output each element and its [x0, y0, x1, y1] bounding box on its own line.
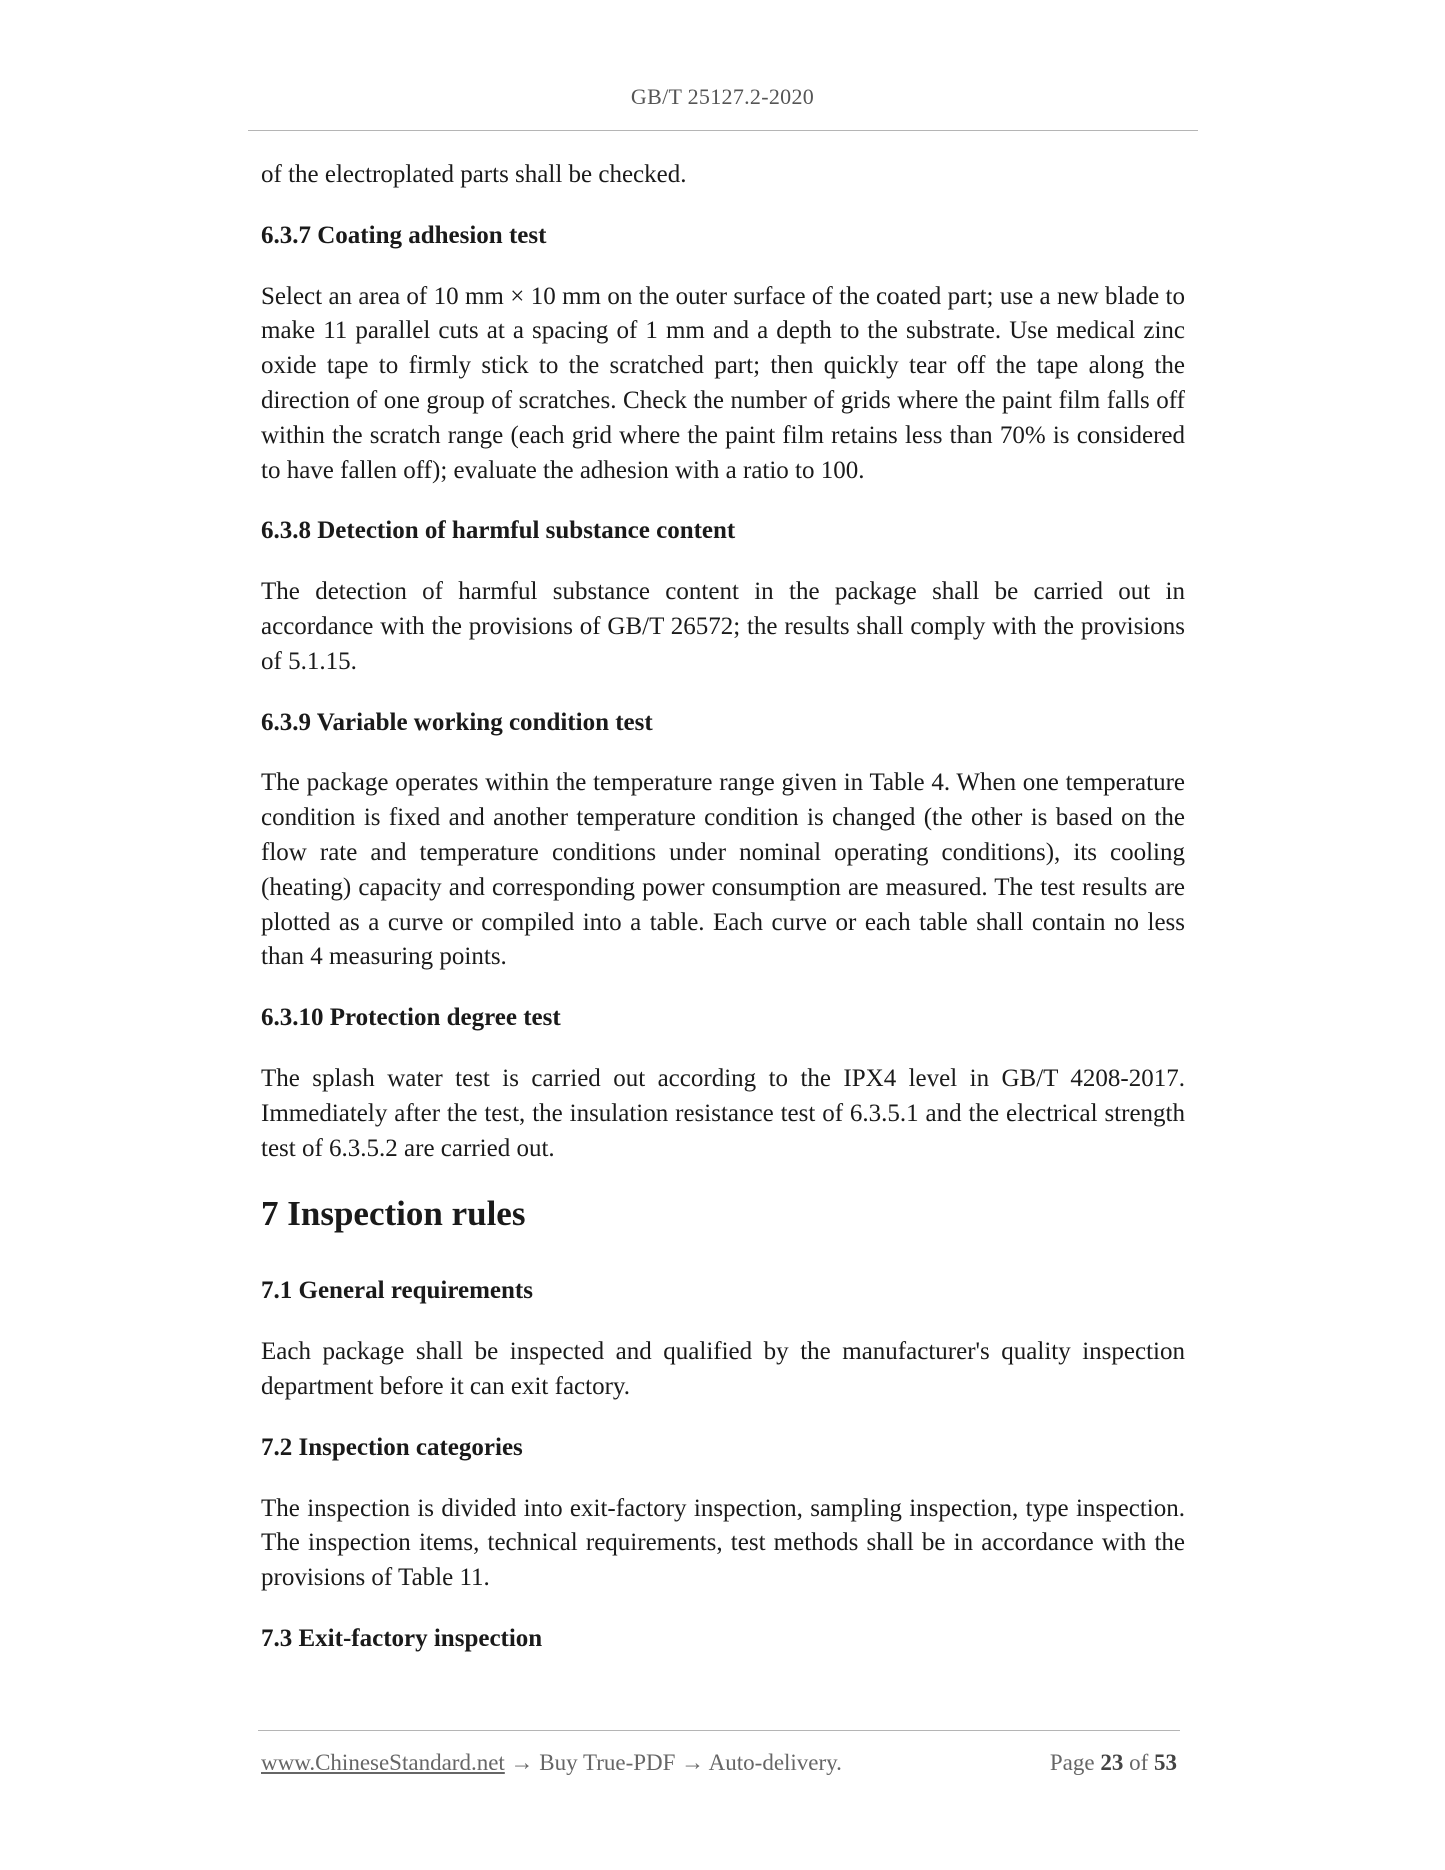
section-7-2-heading: 7.2 Inspection categories	[261, 1433, 523, 1461]
footer-divider	[258, 1730, 1180, 1731]
section-6-3-8-heading: 6.3.8 Detection of harmful substance content	[261, 517, 736, 545]
continuation-paragraph: of the electroplated parts shall be checked.	[261, 161, 687, 188]
section-7-3-heading: 7.3 Exit-factory inspection	[261, 1624, 543, 1652]
total-pages: 53	[1154, 1750, 1177, 1775]
header-divider	[248, 130, 1198, 131]
section-6-3-7-heading: 6.3.7 Coating adhesion test	[261, 221, 547, 249]
footer-promo-text: → Buy True-PDF → Auto-delivery.	[504, 1750, 842, 1775]
section-6-3-7-paragraph: Select an area of 10 mm × 10 mm on the outer surface of the coated part; use a new blade to make 11 parallel cuts at a spacing of 1 mm and a depth to the substrate. Use medical zinc oxide tape to firmly stick to the scratched part; then quickly tear off the tape along the direction of one group of scratches. Check the number of grids where the paint film falls off within the scratch range (each grid where the paint film retains less than 70% is considered to have fallen off); evaluate the adhesion with a ratio to 100.	[261, 282, 1185, 484]
section-6-3-9-paragraph: The package operates within the temperature range given in Table 4. When one temperature condition is fixed and another temperature condition is changed (the other is based on the flow rate and temperature conditions under nominal operating conditions), its cooling (heating) capacity and corresponding power consumption are measured. The test results are plotted as a curve or compiled into a table. Each curve or each table shall contain no less than 4 measuring points.	[261, 769, 1185, 971]
page-label: Page	[1049, 1750, 1095, 1775]
section-7-2-paragraph: The inspection is divided into exit-factory inspection, sampling inspection, type inspection. The inspection items, technical requirements, test methods shall be in accordance with the provisions of Table 11.	[261, 1494, 1185, 1592]
page-of-label: of	[1129, 1750, 1149, 1775]
section-6-3-10-heading: 6.3.10 Protection degree test	[261, 1004, 561, 1032]
chapter-7-heading: 7 Inspection rules	[261, 1194, 526, 1234]
section-7-1-heading: 7.1 General requirements	[261, 1277, 533, 1305]
footer-promo	[261, 1748, 842, 1778]
section-6-3-8-paragraph: The detection of harmful substance content in the package shall be carried out in accordance with the provisions of GB/T 26572; the results shall comply with the provisions of 5.1.15.	[261, 578, 1185, 675]
section-7-1-paragraph: Each package shall be inspected and qualified by the manufacturer's quality inspection department before it can exit factory.	[261, 1338, 1185, 1400]
document-id-header: GB/T 25127.2-2020	[630, 84, 815, 109]
current-page: 23	[1100, 1750, 1124, 1775]
chinesestandard-link[interactable]: www.ChineseStandard.net	[261, 1750, 505, 1775]
page-body	[261, 158, 1185, 1683]
section-6-3-10-paragraph: The splash water test is carried out according to the IPX4 level in GB/T 4208-2017. Immediately after the test, the insulation resistance test of 6.3.5.1 and the electrical strength test of 6.3.5.2 are carried out.	[261, 1064, 1185, 1162]
section-6-3-9-heading: 6.3.9 Variable working condition test	[261, 708, 653, 736]
page-number	[1050, 1748, 1177, 1778]
